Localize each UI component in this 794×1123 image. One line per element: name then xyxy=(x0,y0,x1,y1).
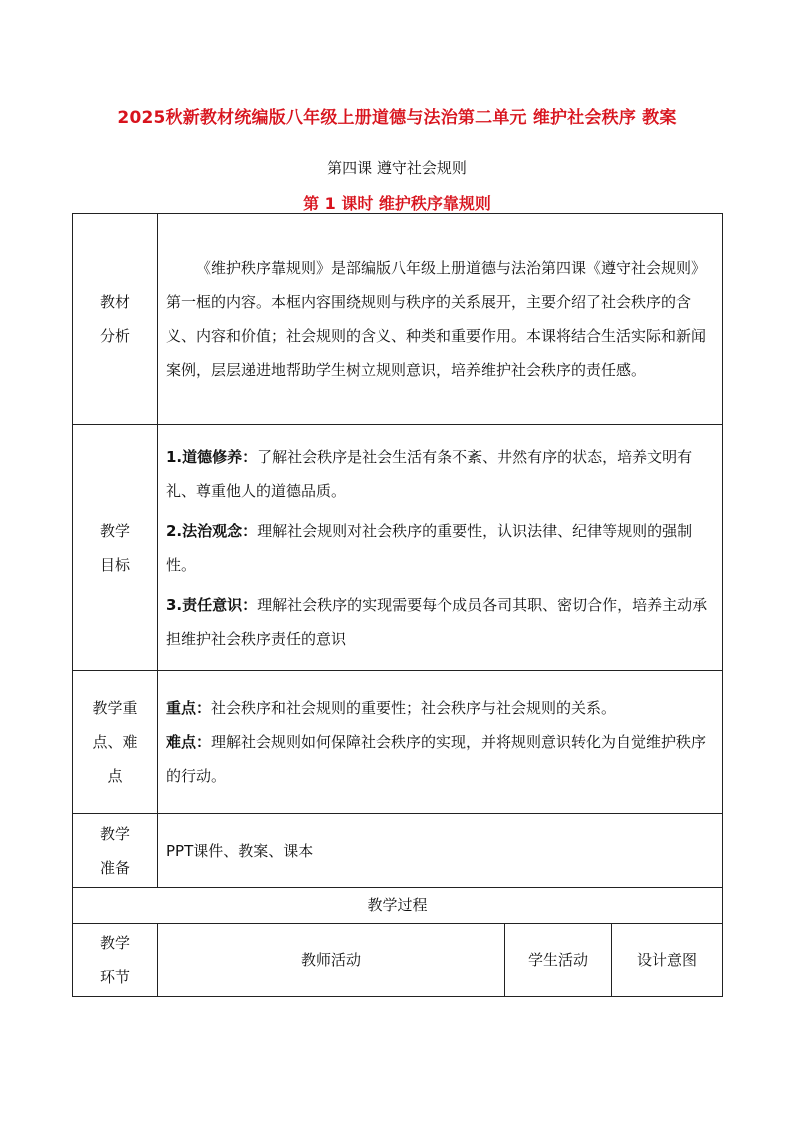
process-title-row xyxy=(73,888,723,924)
goal-head: 1.道德修养： xyxy=(166,447,258,466)
keypoints-label-line3: 点 xyxy=(107,767,123,785)
process-col-stage xyxy=(73,924,158,997)
lesson-heading: 第四课 遵守社会规则 xyxy=(327,159,467,177)
difficult-point-text: 理解社会规则如何保障社会秩序的实现，并将规则意识转化为自觉维护秩序的行动。 xyxy=(166,733,707,785)
process-header-row xyxy=(73,924,723,997)
analysis-label xyxy=(73,214,158,425)
goals-content xyxy=(158,425,723,671)
process-col-stage-line2: 环节 xyxy=(99,968,130,986)
keypoints-label xyxy=(73,671,158,814)
key-point-head: 重点： xyxy=(166,699,212,717)
process-title: 教学过程 xyxy=(73,888,723,924)
process-col-student: 学生活动 xyxy=(505,924,612,997)
lesson-plan-table xyxy=(72,213,723,997)
goal-text: 理解社会秩序的实现需要每个成员各司其职、密切合作，培养主动承担维护社会秩序责任的意识 xyxy=(166,595,708,648)
prep-label-line2: 准备 xyxy=(99,858,130,877)
goals-label xyxy=(73,425,158,671)
prep-label-line1: 教学 xyxy=(99,824,130,843)
prep-text: PPT课件、教案、课本 xyxy=(158,814,723,888)
key-point-text: 社会秩序和社会规则的重要性；社会秩序与社会规则的关系。 xyxy=(211,699,617,717)
goal-item xyxy=(166,440,714,508)
keypoints-label-line2: 点、难 xyxy=(92,733,138,751)
process-col-teacher: 教师活动 xyxy=(158,924,505,997)
goal-text: 理解社会规则对社会秩序的重要性，认识法律、纪律等规则的强制性。 xyxy=(166,521,693,574)
keypoints-label-line1: 教学重 xyxy=(92,699,138,717)
analysis-label-line2: 分析 xyxy=(99,327,130,345)
difficult-point xyxy=(166,725,714,793)
goal-head: 2.法治观念： xyxy=(166,521,258,540)
document-title: 2025秋新教材统编版八年级上册道德与法治第二单元 维护社会秩序 教案 xyxy=(117,108,677,128)
goals-label-line1: 教学 xyxy=(99,521,130,540)
keypoints-row xyxy=(73,671,723,814)
key-point xyxy=(166,691,714,725)
goals-row xyxy=(73,425,723,671)
analysis-row xyxy=(73,214,723,425)
goal-text: 了解社会秩序是社会生活有条不紊、井然有序的状态，培养文明有礼、尊重他人的道德品质。 xyxy=(166,447,693,500)
goal-head: 3.责任意识： xyxy=(166,595,258,614)
prep-label xyxy=(73,814,158,888)
difficult-point-head: 难点： xyxy=(166,733,212,751)
prep-row xyxy=(73,814,723,888)
analysis-text: 《维护秩序靠规则》是部编版八年级上册道德与法治第四课《遵守社会规则》第一框的内容。本框内容围绕规则与秩序的关系展开，主要介绍了社会秩序的含义、内容和价值；社会规则的含义、种类和重要作用。本课将结合生活实际和新闻案例，层层递进地帮助学生树立规则意识，培养维护社会秩序的责任感。 xyxy=(158,214,723,425)
goal-item xyxy=(166,514,714,582)
keypoints-content xyxy=(158,671,723,814)
analysis-label-line1: 教材 xyxy=(99,293,130,311)
process-col-stage-line1: 教学 xyxy=(99,934,130,952)
process-col-intent: 设计意图 xyxy=(612,924,723,997)
goal-item xyxy=(166,588,714,656)
lesson-subtitle: 第 1 课时 维护秩序靠规则 xyxy=(303,194,491,213)
goals-label-line2: 目标 xyxy=(99,555,130,574)
